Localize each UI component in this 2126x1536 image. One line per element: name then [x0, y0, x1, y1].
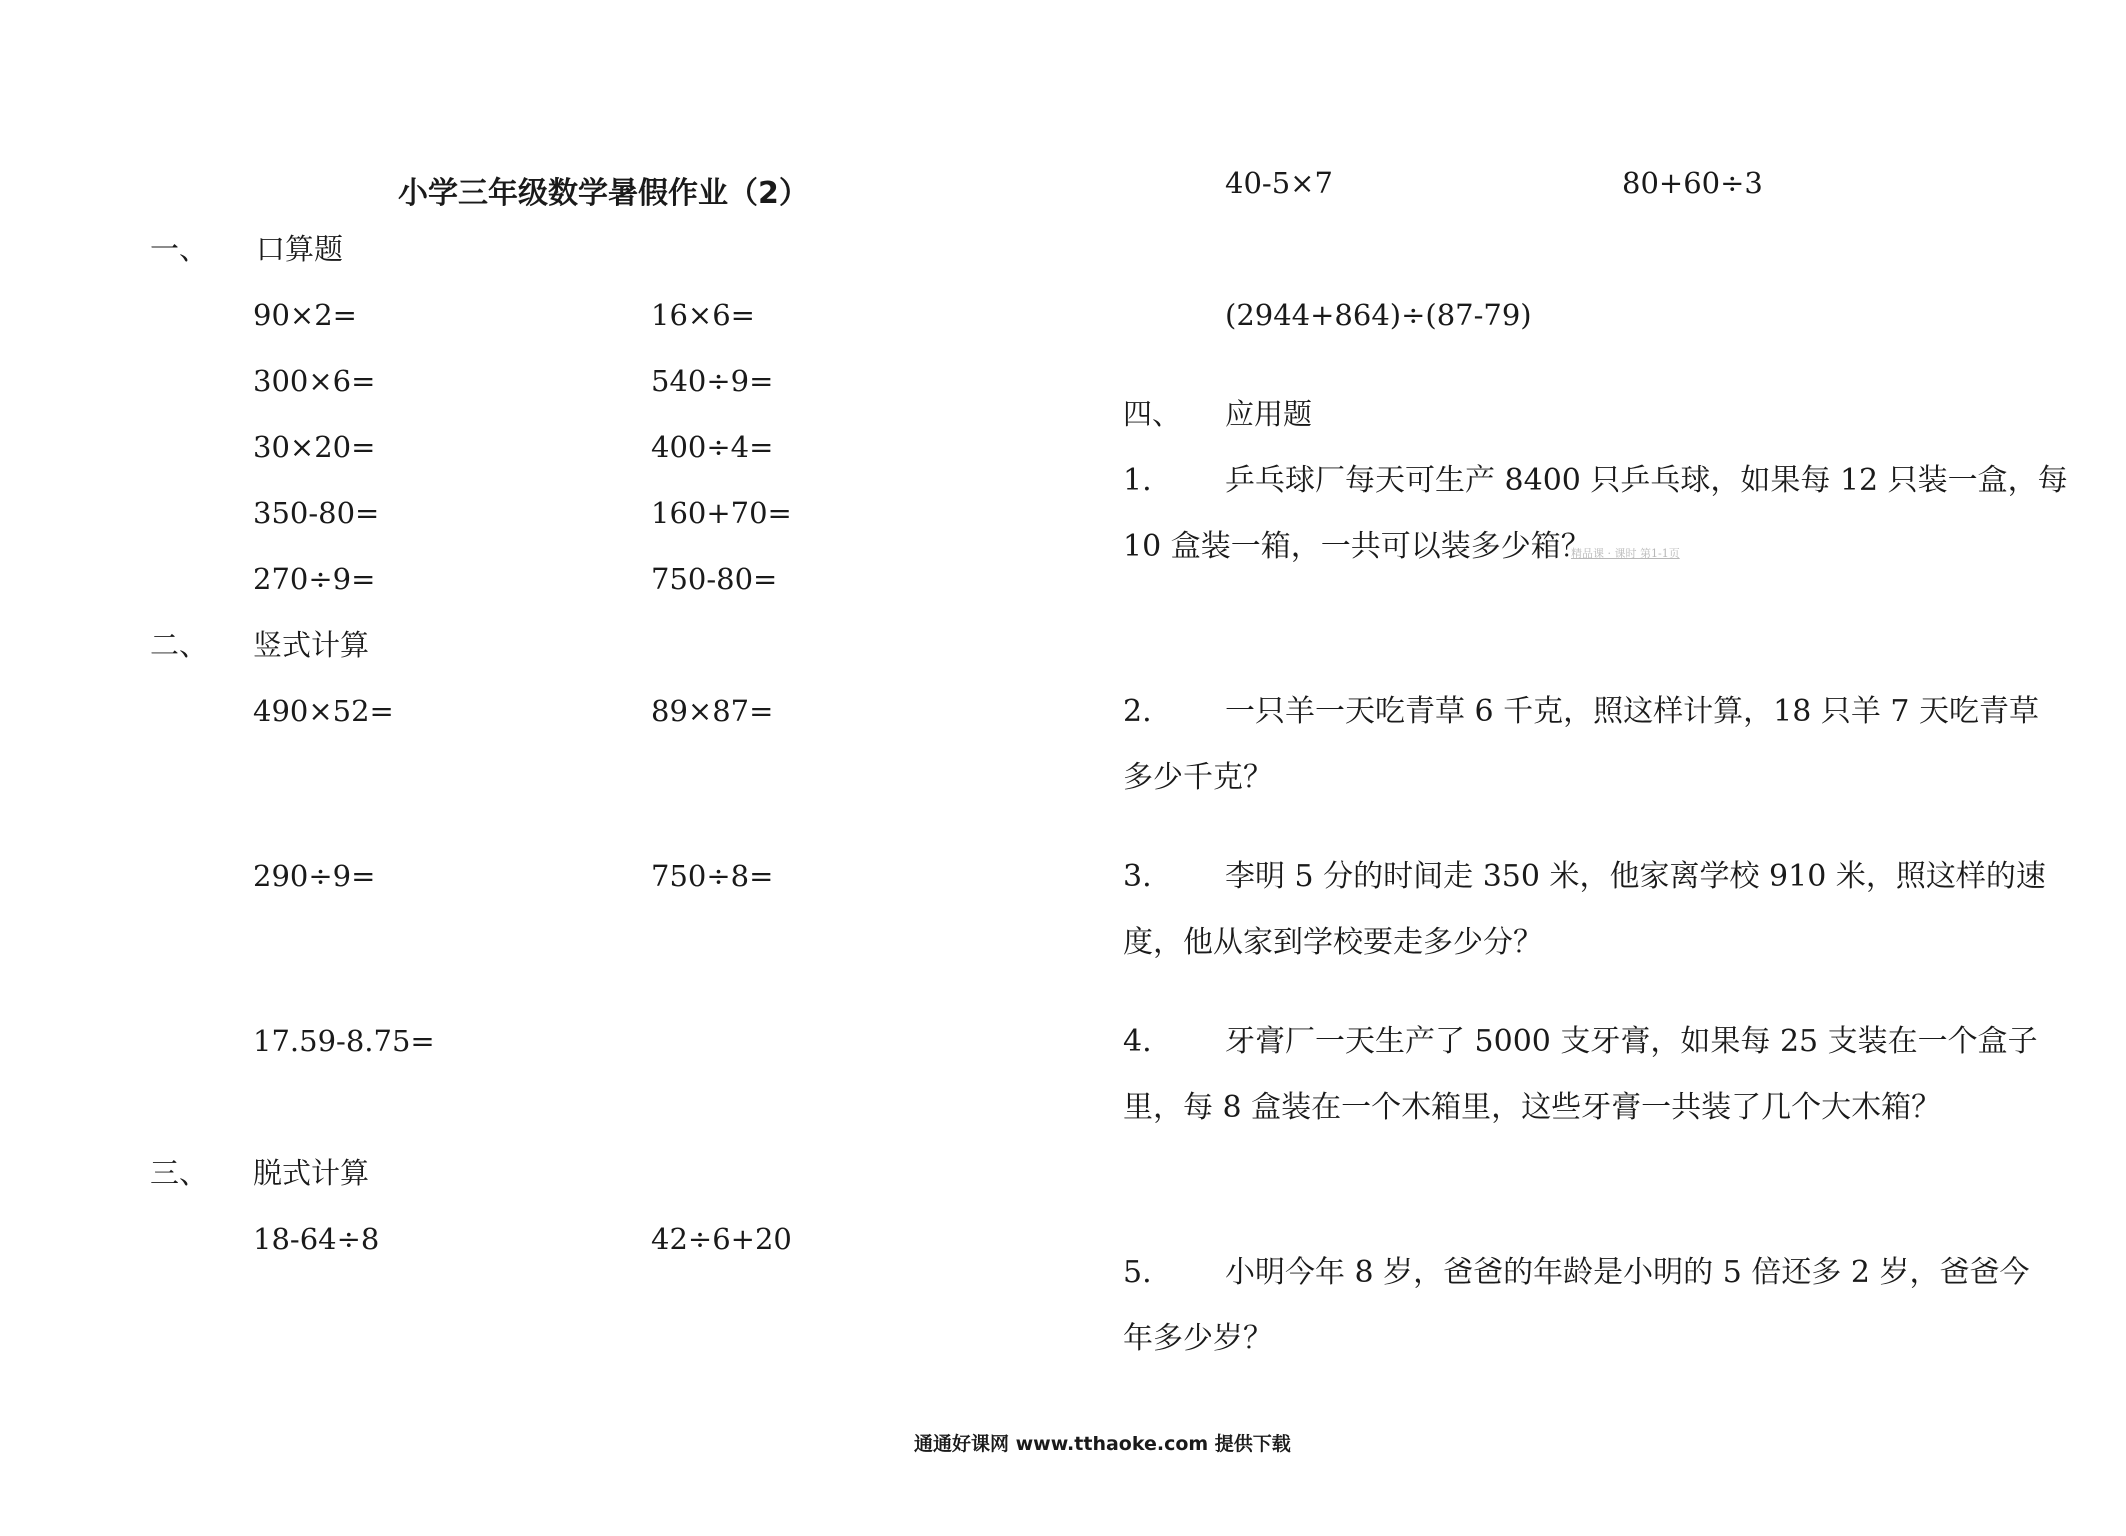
oral-item: 160+70=	[651, 496, 792, 530]
problem-number: 1.	[1123, 463, 1152, 498]
footer-credit: 通通好课网 www.tthaoke.com 提供下载	[914, 1433, 1291, 1455]
oral-item: 300×6=	[253, 364, 376, 398]
stepwise-item: 40-5×7	[1225, 166, 1333, 200]
vertical-item: 750÷8=	[651, 859, 774, 893]
vertical-item: 17.59-8.75=	[253, 1024, 435, 1058]
section-number: 三、	[150, 1156, 209, 1190]
section-number: 一、	[150, 232, 209, 266]
problem-text: 10 盒装一箱，一共可以装多少箱？	[1123, 529, 1591, 564]
section-number: 四、	[1123, 397, 1182, 431]
section-heading: 脱式计算	[253, 1156, 370, 1190]
problem-text: 一只羊一天吃青草 6 千克，照这样计算，18 只羊 7 天吃青草	[1225, 694, 2040, 729]
problem-number: 2.	[1123, 694, 1152, 729]
problem-number: 3.	[1123, 859, 1152, 894]
problem-text: 李明 5 分的时间走 350 米，他家离学校 910 米，照这样的速	[1225, 859, 2046, 894]
stepwise-item: 42÷6+20	[651, 1222, 792, 1256]
vertical-item: 290÷9=	[253, 859, 376, 893]
page-title: 小学三年级数学暑假作业（2）	[398, 176, 809, 211]
problem-text: 多少千克？	[1123, 760, 1273, 795]
oral-item: 30×20=	[253, 430, 376, 464]
section-number: 二、	[150, 628, 209, 662]
vertical-item: 490×52=	[253, 694, 394, 728]
vertical-item: 89×87=	[651, 694, 774, 728]
faint-note: 精品课 · 课时 第1-1页	[1571, 547, 1680, 560]
problem-number: 4.	[1123, 1024, 1152, 1059]
oral-item: 750-80=	[651, 562, 778, 596]
problem-text: 里，每 8 盒装在一个木箱里，这些牙膏一共装了几个大木箱？	[1123, 1090, 1942, 1125]
problem-text: 年多少岁？	[1123, 1321, 1273, 1356]
oral-item: 90×2=	[253, 298, 357, 332]
oral-item: 400÷4=	[651, 430, 774, 464]
problem-text: 小明今年 8 岁，爸爸的年龄是小明的 5 倍还多 2 岁，爸爸今	[1225, 1255, 2030, 1290]
stepwise-item: 18-64÷8	[253, 1222, 380, 1256]
oral-item: 350-80=	[253, 496, 380, 530]
problem-text: 牙膏厂一天生产了 5000 支牙膏，如果每 25 支装在一个盒子	[1225, 1024, 2038, 1059]
stepwise-item: (2944+864)÷(87-79)	[1225, 298, 1532, 332]
stepwise-item: 80+60÷3	[1622, 166, 1763, 200]
oral-item: 16×6=	[651, 298, 755, 332]
section-heading: 应用题	[1225, 397, 1313, 431]
oral-item: 540÷9=	[651, 364, 774, 398]
oral-item: 270÷9=	[253, 562, 376, 596]
section-heading: 竖式计算	[253, 628, 370, 662]
problem-text: 度，他从家到学校要走多少分？	[1123, 925, 1543, 960]
problem-number: 5.	[1123, 1255, 1152, 1290]
section-heading: 口算题	[256, 232, 344, 266]
problem-text: 乒乓球厂每天可生产 8400 只乒乓球，如果每 12 只装一盒，每	[1225, 463, 2068, 498]
